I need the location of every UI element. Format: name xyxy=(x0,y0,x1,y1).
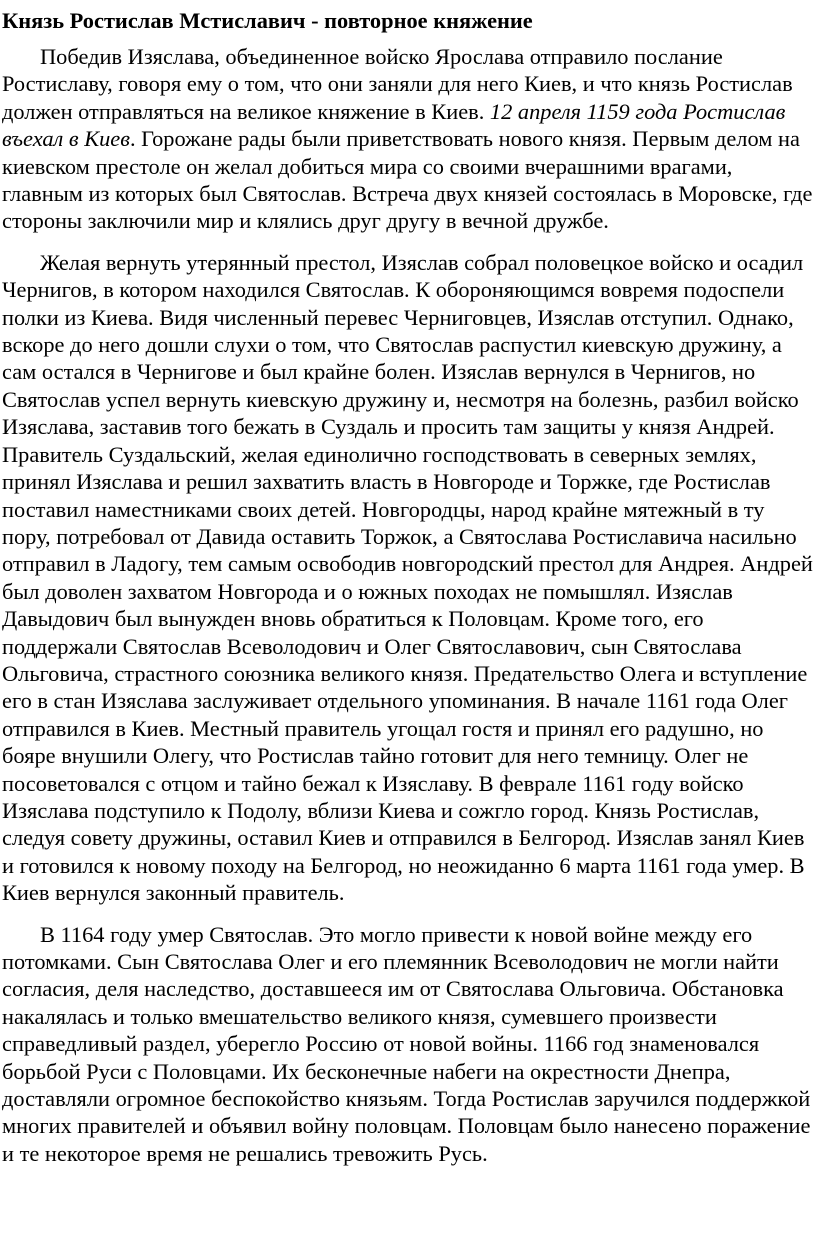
document-title: Князь Ростислав Мстиславич - повторное княжение xyxy=(2,8,533,33)
paragraph-2: Желая вернуть утерянный престол, Изяслав собрал половецкое войско и осадил Чернигов, в котором находился Святослав. К обороняющимся вовремя подоспели полки из Киева. Видя численный перевес Черниговцев, Изяслав отступил. Однако, вскоре до него дошли слухи о том, что Святослав распустил киевскую дружину, а сам остался в Чернигове и был крайне болен. Изяслав вернулся в Чернигов, но Святослав успел вернуть киевскую дружину и, несмотря на болезнь, разбил войско Изяслава, заставив того бежать в Суздаль и просить там защиты у князя Андрей. Правитель Суздальский, желая единолично господствовать в северных землях, принял Изяслава и решил захватить власть в Новгороде и Торжке, где Ростислав поставил наместниками своих детей. Новгородцы, народ крайне мятежный в ту пору, потребовал от Давида оставить Торжок, а Святослава Ростиславича насильно отправил в Ладогу, тем самым освободив новгородский престол для Андрея. Андрей был доволен захватом Новгорода и о южных походах не помышлял. Изяслав Давыдович был вынужден вновь обратиться к Половцам. Кроме того, его поддержали Святослав Всеволодович и Олег Святославович, сын Святослава Ольговича, страстного союзника великого князя. Предательство Олега и вступление его в стан Изяслава заслуживает отдельного упоминания. В начале 1161 года Олег отправился в Киев. Местный правитель угощал гостя и принял его радушно, но бояре внушили Олегу, что Ростислав тайно готовит для него темницу. Олег не посоветовался с отцом и тайно бежал к Изяславу. В феврале 1161 году войско Изяслава подступило к Подолу, вблизи Киева и сожгло город. Князь Ростислав, следуя совету дружины, оставил Киев и отправился в Белгород. Изяслав занял Киев и готовился к новому походу на Белгород, но неожиданно 6 марта 1161 года умер. В Киев вернулся законный правитель. xyxy=(2,249,813,906)
paragraph-1 xyxy=(2,43,814,235)
paragraph-3: В 1164 году умер Святослав. Это могло привести к новой войне между его потомками. Сын Святослава Олег и его племянник Всеволодович не могли найти согласия, деля наследство, доставшееся им от Святослава Ольговича. Обстановка накалялась и только вмешательство великого князя, сумевшего произвести справедливый раздел, уберегло Россию от новой войны. 1166 год знаменовался борьбой Руси с Половцами. Их бесконечные набеги на окрестности Днепра, доставляли огромное беспокойство князьям. Тогда Ростислав заручился поддержкой многих правителей и объявил войну половцам. Половцам было нанесено поражение и те некоторое время не решались тревожить Русь. xyxy=(2,921,811,1166)
paragraph-1-italic-date: 12 апреля 1159 года Ростислав въехал в Киев xyxy=(2,98,786,152)
paragraph-1-text-before: Победив Изяслава, объединенное войско Ярослава отправило послание Ростиславу, говоря ему о том, что они заняли для него Киев, и что князь Ростислав должен отправляться на великое княжение в Киев. xyxy=(2,44,793,124)
paragraph-1-text-after: . Горожане рады были приветствовать нового князя. Первым делом на киевском престоле он желал добиться мира со своими вчерашними врагами, главным из которых был Святослав. Встреча двух князей состоялась в Моровске, где стороны заключили мир и клялись друг другу в вечной дружбе. xyxy=(2,126,813,234)
